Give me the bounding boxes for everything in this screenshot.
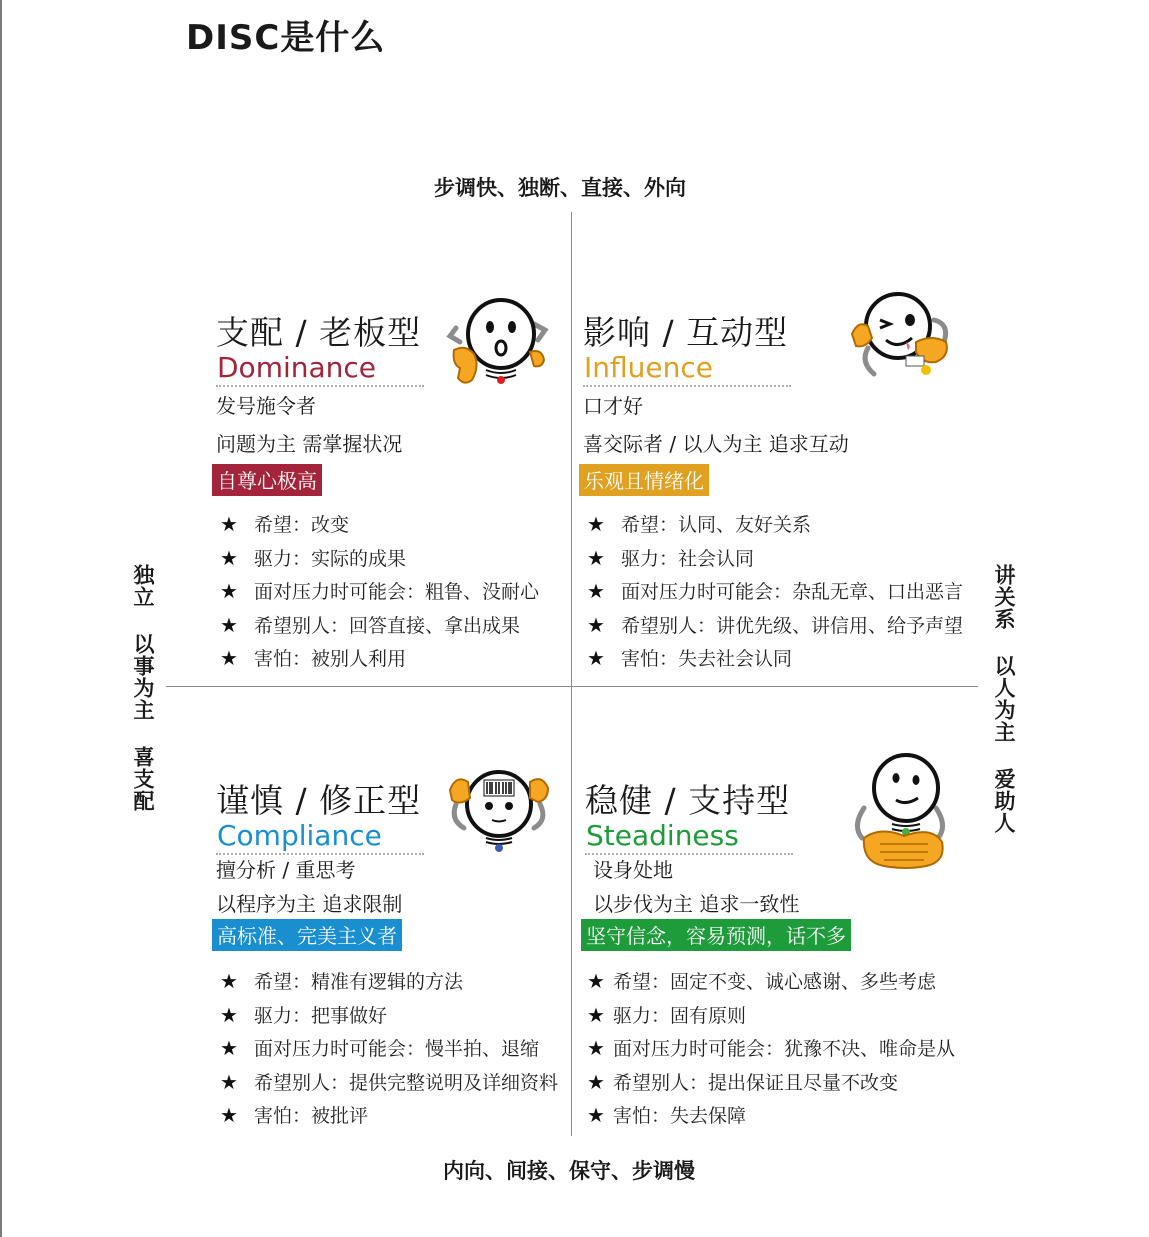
quadrant-tag: 坚守信念，容易预测，话不多 <box>581 919 851 951</box>
dotted-divider <box>216 385 424 387</box>
star-icon: ★ <box>220 612 238 637</box>
star-icon: ★ <box>220 1002 238 1027</box>
influence-mascot-icon <box>846 290 956 382</box>
list-item: ★ 驱力：固有原则 <box>587 1002 747 1027</box>
list-item: ★ 面对压力时可能会：杂乱无章、口出恶言 <box>587 579 964 604</box>
quadrant-desc-1: 擅分析 / 重思考 <box>216 858 356 882</box>
list-item: ★ 驱力：社会认同 <box>587 545 755 570</box>
list-item: ★ 面对压力时可能会：犹豫不决、唯命是从 <box>587 1036 956 1061</box>
star-icon: ★ <box>220 1036 238 1061</box>
list-item: ★ 希望：固定不变、诚心感谢、多些考虑 <box>587 969 937 993</box>
dotted-divider <box>583 385 791 387</box>
list-item: ★ 希望别人：讲优先级、讲信用、给予声望 <box>587 612 964 637</box>
dominance-mascot-icon <box>446 294 550 394</box>
list-item: ★ 害怕：被别人利用 <box>220 646 407 671</box>
star-icon: ★ <box>587 646 605 671</box>
compliance-mascot-icon <box>446 768 554 858</box>
trait-list <box>220 967 558 1135</box>
quadrant-english-name: Dominance <box>217 351 377 384</box>
trait-list <box>220 510 539 678</box>
star-icon: ★ <box>587 512 605 536</box>
star-icon: ★ <box>220 646 238 671</box>
quadrant-desc-2: 以程序为主 追求限制 <box>216 892 403 916</box>
quadrant-english-name: Influence <box>584 351 713 384</box>
star-icon: ★ <box>220 512 238 536</box>
page-title: DISC是什么 <box>186 18 386 58</box>
page-left-border <box>0 0 2 1237</box>
horizontal-axis-line <box>166 686 978 687</box>
list-item: ★ 希望别人：提供完整说明及详细资料 <box>220 1069 559 1094</box>
axis-top-label: 步调快、独断、直接、外向 <box>434 176 686 200</box>
quadrant-title: 谨慎 / 修正型 <box>216 781 422 820</box>
star-icon: ★ <box>587 1036 605 1061</box>
star-icon: ★ <box>587 612 605 637</box>
quadrant-title: 支配 / 老板型 <box>216 313 422 352</box>
star-icon: ★ <box>220 545 238 570</box>
star-icon: ★ <box>220 1069 238 1094</box>
star-icon: ★ <box>220 969 238 993</box>
list-item: ★ 希望别人：回答直接、拿出成果 <box>220 612 521 637</box>
list-item: ★ 驱力：把事做好 <box>220 1002 388 1027</box>
star-icon: ★ <box>587 1002 605 1027</box>
quadrant-title: 影响 / 互动型 <box>583 313 789 352</box>
list-item: ★ 希望：精准有逻辑的方法 <box>220 969 464 993</box>
list-item: ★ 面对压力时可能会：慢半拍、退缩 <box>220 1036 540 1061</box>
quadrant-english-name: Steadiness <box>586 819 739 852</box>
list-item: ★ 希望别人：提出保证且尽量不改变 <box>587 1069 899 1094</box>
star-icon: ★ <box>220 1103 238 1128</box>
quadrant-desc-2: 问题为主 需掌握状况 <box>216 432 403 456</box>
quadrant-desc-1: 口才好 <box>583 394 643 418</box>
star-icon: ★ <box>220 579 238 604</box>
axis-bottom-label: 内向、间接、保守、步调慢 <box>443 1159 695 1183</box>
quadrant-english-name: Compliance <box>217 819 382 852</box>
star-icon: ★ <box>587 579 605 604</box>
list-item: ★ 希望：认同、友好关系 <box>587 512 812 536</box>
quadrant-desc-1: 发号施令者 <box>216 394 316 418</box>
list-item: ★ 害怕：失去保障 <box>587 1103 747 1128</box>
star-icon: ★ <box>587 969 605 993</box>
quadrant-desc-2: 喜交际者 / 以人为主 追求互动 <box>583 432 849 456</box>
quadrant-tag: 自尊心极高 <box>212 464 322 496</box>
star-icon: ★ <box>587 1069 605 1094</box>
vertical-axis-line <box>571 212 572 1136</box>
star-icon: ★ <box>587 1103 605 1128</box>
list-item: ★ 害怕：被批评 <box>220 1103 369 1128</box>
axis-right-label: 讲关系 以人为主 爱助人 <box>992 564 1016 834</box>
quadrant-desc-2: 以步伐为主 追求一致性 <box>593 892 800 916</box>
list-item: ★ 希望：改变 <box>220 512 350 536</box>
quadrant-tag: 高标准、完美主义者 <box>212 919 402 951</box>
quadrant-desc-1: 设身处地 <box>593 858 673 882</box>
steadiness-mascot-icon <box>850 752 950 874</box>
list-item: ★ 面对压力时可能会：粗鲁、没耐心 <box>220 579 540 604</box>
trait-list <box>587 967 955 1135</box>
star-icon: ★ <box>587 545 605 570</box>
list-item: ★ 驱力：实际的成果 <box>220 545 407 570</box>
quadrant-tag: 乐观且情绪化 <box>579 464 709 496</box>
axis-left-label: 独立 以事为主 喜支配 <box>131 564 155 812</box>
trait-list <box>587 510 963 678</box>
quadrant-title: 稳健 / 支持型 <box>585 781 791 820</box>
list-item: ★ 害怕：失去社会认同 <box>587 646 793 671</box>
